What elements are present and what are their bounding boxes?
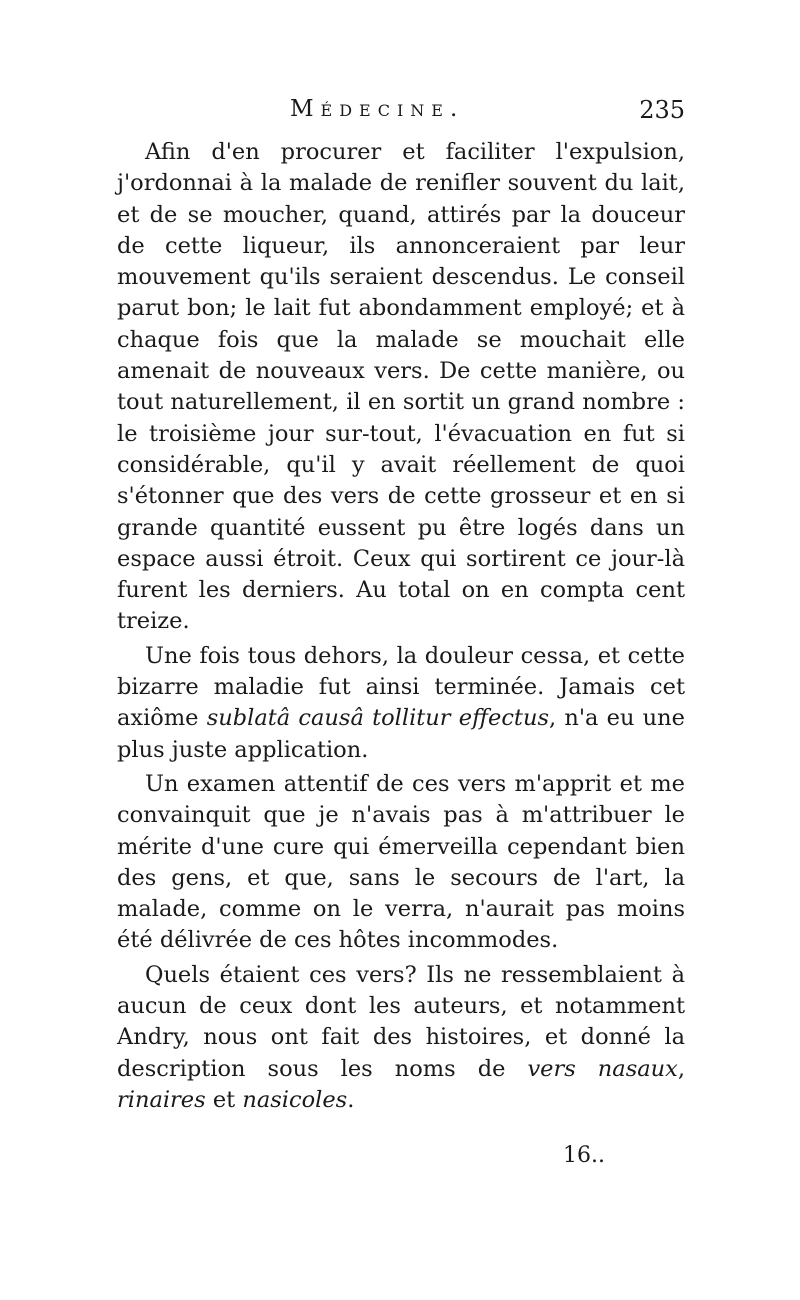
running-head xyxy=(115,96,685,136)
text-segment: Afin d'en procurer et faciliter l'expulsion, j'ordonnai à la malade de renifler souvent du lait, et de se moucher, quand, attirés par la douceur de cette liqueur, ils annonceraient par leur mouvement qu'ils seraient descendus. Le conseil parut bon; le lait fut abondamment employé; et à chaque fois que la malade se mouchait elle amenait de nouveaux vers. De cette manière, ou tout naturellement, il en sortit un grand nombre : le troisième jour sur-tout, l'évacuation en fut si considérable, qu'il y avait réellement de quoi s'étonner que des vers de cette grosseur et en si grande quantité eussent pu être logés dans un espace aussi étroit. Ceux qui sortirent ce jour-là furent les derniers. Au total on en compta cent treize. xyxy=(117,139,685,635)
term-vers-nasaux: vers nasaux xyxy=(527,1055,678,1082)
text-segment: Quels étaient ces vers? Ils ne ressemblaient à aucun de ceux dont les auteurs, et notamment Andry, nous ont fait des histoires, et donné la description sous les noms de xyxy=(117,961,685,1082)
paragraph-examination xyxy=(117,769,685,957)
latin-axiom: sublatâ causâ tollitur effectus xyxy=(206,705,550,732)
term-rinaires: rinaires xyxy=(117,1086,206,1113)
body-text xyxy=(117,137,685,1116)
page-number: 235 xyxy=(639,96,685,124)
term-nasicoles: nasicoles xyxy=(242,1086,348,1113)
text-segment: , n'a eu une plus juste application. xyxy=(117,705,685,763)
text-segment: , xyxy=(677,1055,685,1082)
text-segment: Une fois tous dehors, la douleur cessa, et cette bizarre maladie fut ainsi terminée. Jamais cet axiôme xyxy=(117,642,685,732)
text-segment: et xyxy=(205,1086,243,1113)
paragraph-worm-names xyxy=(117,960,685,1116)
text-segment: Un examen attentif de ces vers m'apprit et me convainquit que je n'avais pas à m'attribuer le mérite d'une cure qui émerveilla cependant bien des gens, et que, sans le secours de l'art, la malade, comme on le verra, n'aurait pas moins été délivrée de ces hôtes incommodes. xyxy=(117,770,685,954)
text-segment: . xyxy=(347,1086,355,1113)
paragraph-axiom xyxy=(117,641,685,766)
signature-mark: 16.. xyxy=(563,1143,605,1168)
paragraph-expulsion xyxy=(117,137,685,638)
running-title: Médecine. xyxy=(290,96,465,122)
